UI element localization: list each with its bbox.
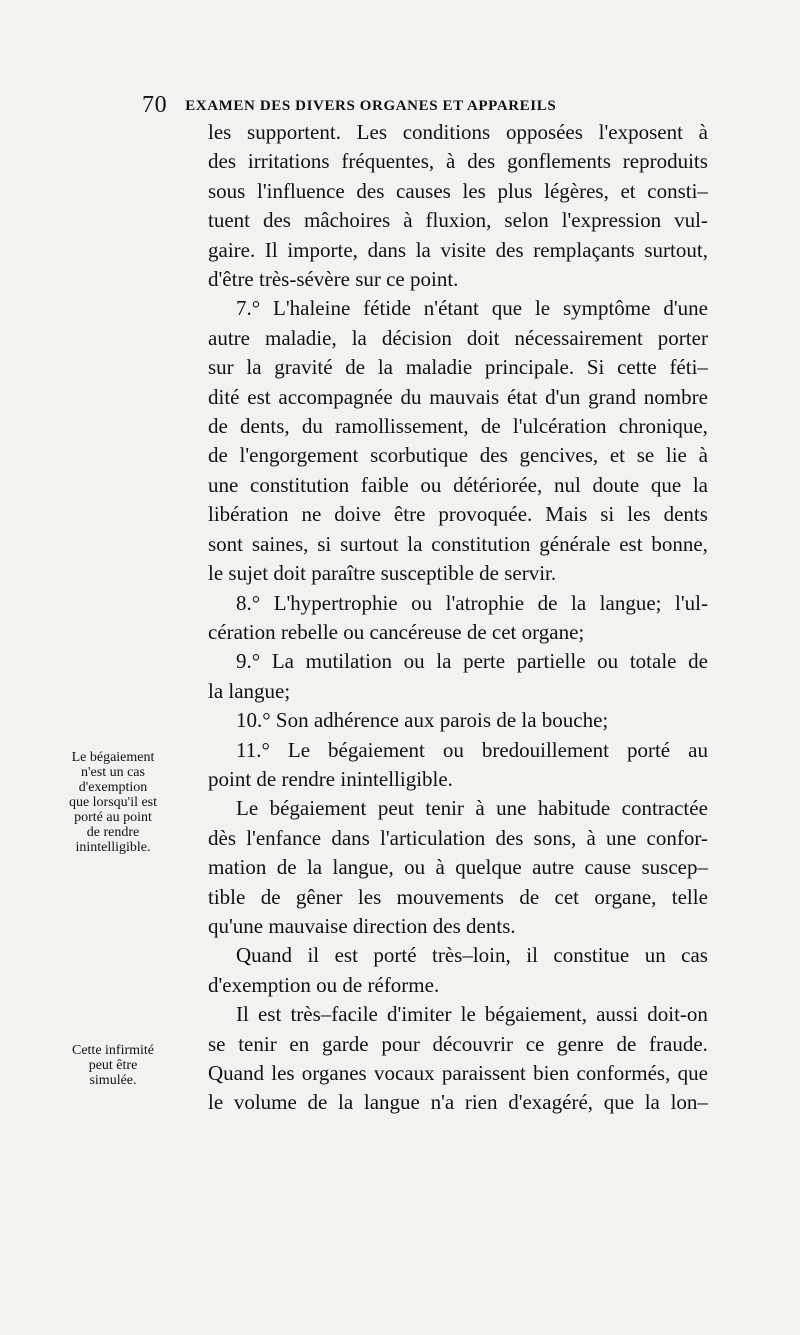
text-line: 11.° Le bégaiement ou bredouillement porté au (236, 737, 708, 762)
text-line: cération rebelle ou cancéreuse de cet organe; (208, 619, 585, 644)
text-line: le volume de la langue n'a rien d'exagéré, que la lon– (208, 1090, 708, 1115)
text-line: Quand les organes vocaux paraissent bien conformés, que (208, 1061, 708, 1085)
text-line: 8.° L'hypertrophie ou l'atrophie de la langue; l'ul- (236, 590, 708, 615)
text-line: gaire. Il importe, dans la visite des remplaçants surtout, (208, 237, 708, 262)
margin-note-line: Le bégaiement (71, 750, 155, 765)
margin-note-line: d'exemption (78, 780, 148, 795)
margin-note-line: porté au point (74, 810, 152, 825)
text-line: d'être très-sévère sur ce point. (208, 267, 459, 292)
margin-note-line: n'est un cas (81, 765, 145, 780)
text-line: dès l'enfance dans l'articulation des sons, à une confor- (208, 825, 708, 850)
text-line: des irritations fréquentes, à des gonflements reproduits (208, 149, 708, 174)
margin-note-line: inintelligible. (75, 840, 151, 855)
running-header (142, 92, 702, 119)
text-line: Quand il est porté très–loin, il constitue un cas (236, 943, 708, 968)
text-line: libération ne doive être provoquée. Mais si les dents (208, 502, 708, 527)
text-line: tuent des mâchoires à fluxion, selon l'expression vul- (208, 208, 708, 233)
margin-note-line: que lorsqu'il est (68, 795, 158, 810)
text-line: qu'une mauvaise direction des dents. (208, 913, 516, 938)
running-title: EXAMEN DES DIVERS ORGANES ET APPAREILS (185, 98, 557, 114)
text-line: 9.° La mutilation ou la perte partielle ou totale de (236, 649, 708, 674)
margin-note-line: Cette infirmité (71, 1043, 155, 1058)
page-number: 70 (142, 92, 168, 118)
text-line: tible de gêner les mouvements de cet organe, telle (208, 884, 708, 909)
body-text (208, 118, 708, 1118)
text-line: sous l'influence des causes les plus légères, et consti– (208, 178, 708, 203)
text-line: d'exemption ou de réforme. (208, 972, 440, 997)
text-line: dité est accompagnée du mauvais état d'un grand nombre (208, 384, 708, 409)
margin-note-line: simulée. (89, 1073, 137, 1088)
text-line: Le bégaiement peut tenir à une habitude contractée (236, 796, 708, 821)
margin-note-line: peut être (88, 1058, 138, 1073)
margin-note-simulation (24, 1043, 202, 1088)
text-line: 10.° Son adhérence aux parois de la bouche; (236, 708, 609, 733)
text-line: les supportent. Les conditions opposées l'exposent à (208, 120, 708, 144)
text-line: se tenir en garde pour découvrir ce genre de fraude. (208, 1031, 708, 1056)
text-line: point de rendre inintelligible. (208, 766, 453, 791)
margin-note-line: de rendre (86, 825, 140, 840)
text-line: autre maladie, la décision doit nécessairement porter (208, 325, 708, 350)
text-line: 7.° L'haleine fétide n'étant que le symptôme d'une (236, 296, 708, 321)
text-line: mation de la langue, ou à quelque autre cause suscep– (208, 855, 708, 880)
margin-note-stammering (24, 750, 202, 855)
text-line: une constitution faible ou détériorée, nul doute que la (208, 472, 708, 497)
text-line: de l'engorgement scorbutique des gencives, et se lie à (208, 443, 708, 468)
text-line: la langue; (208, 678, 291, 703)
text-line: le sujet doit paraître susceptible de servir. (208, 561, 557, 586)
text-line: sont saines, si surtout la constitution générale est bonne, (208, 531, 708, 556)
text-line: de dents, du ramollissement, de l'ulcération chronique, (208, 414, 708, 439)
text-line: Il est très–facile d'imiter le bégaiement, aussi doit-on (236, 1002, 708, 1027)
text-line: sur la gravité de la maladie principale. Si cette féti– (208, 355, 708, 380)
